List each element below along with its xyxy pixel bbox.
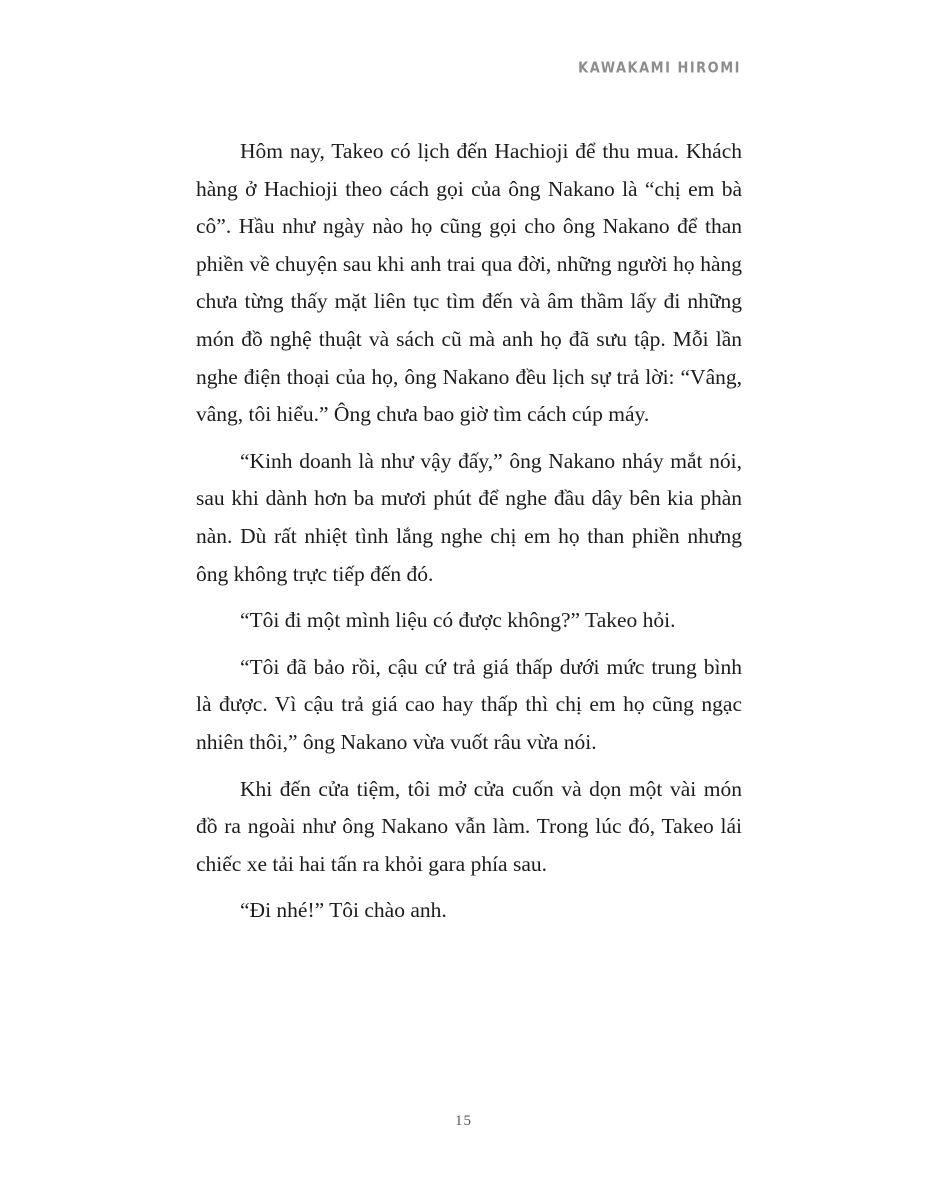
paragraph: “Tôi đi một mình liệu có được không?” Takeo hỏi. [240,608,676,633]
paragraph: “Đi nhé!” Tôi chào anh. [240,898,447,923]
paragraph: “Tôi đã bảo rồi, cậu cứ trả giá thấp dưới mức trung bình là được. Vì cậu trả giá cao hay thấp thì chị em họ cũng ngạc nhiên thôi,” ông Nakano vừa vuốt râu vừa nói. [196,654,742,754]
running-header-author: KAWAKAMI HIROMI [578,60,741,78]
paragraph: Hôm nay, Takeo có lịch đến Hachioji để thu mua. Khách hàng ở Hachioji theo cách gọi của ông Nakano là “chị em bà cô”. Hầu như ngày nào họ cũng gọi cho ông Nakano để than phiền về chuyện sau khi anh trai qua đời, những người họ hàng chưa từng thấy mặt liên tục tìm đến và âm thầm lấy đi những món đồ nghệ thuật và sách cũ mà anh họ đã sưu tập. Mỗi lần nghe điện thoại của họ, ông Nakano đều lịch sự trả lời: “Vâng, vâng, tôi hiểu.” Ông chưa bao giờ tìm cách cúp máy. [196,139,742,427]
page-content [196,133,742,939]
page-number: 15 [455,1113,472,1129]
paragraph: Khi đến cửa tiệm, tôi mở cửa cuốn và dọn một vài món đồ ra ngoài như ông Nakano vẫn làm. Trong lúc đó, Takeo lái chiếc xe tải hai tấn ra khỏi gara phía sau. [196,776,742,876]
paragraph: “Kinh doanh là như vậy đấy,” ông Nakano nháy mắt nói, sau khi dành hơn ba mươi phút để nghe đầu dây bên kia phàn nàn. Dù rất nhiệt tình lắng nghe chị em họ than phiền nhưng ông không trực tiếp đến đó. [196,448,742,586]
